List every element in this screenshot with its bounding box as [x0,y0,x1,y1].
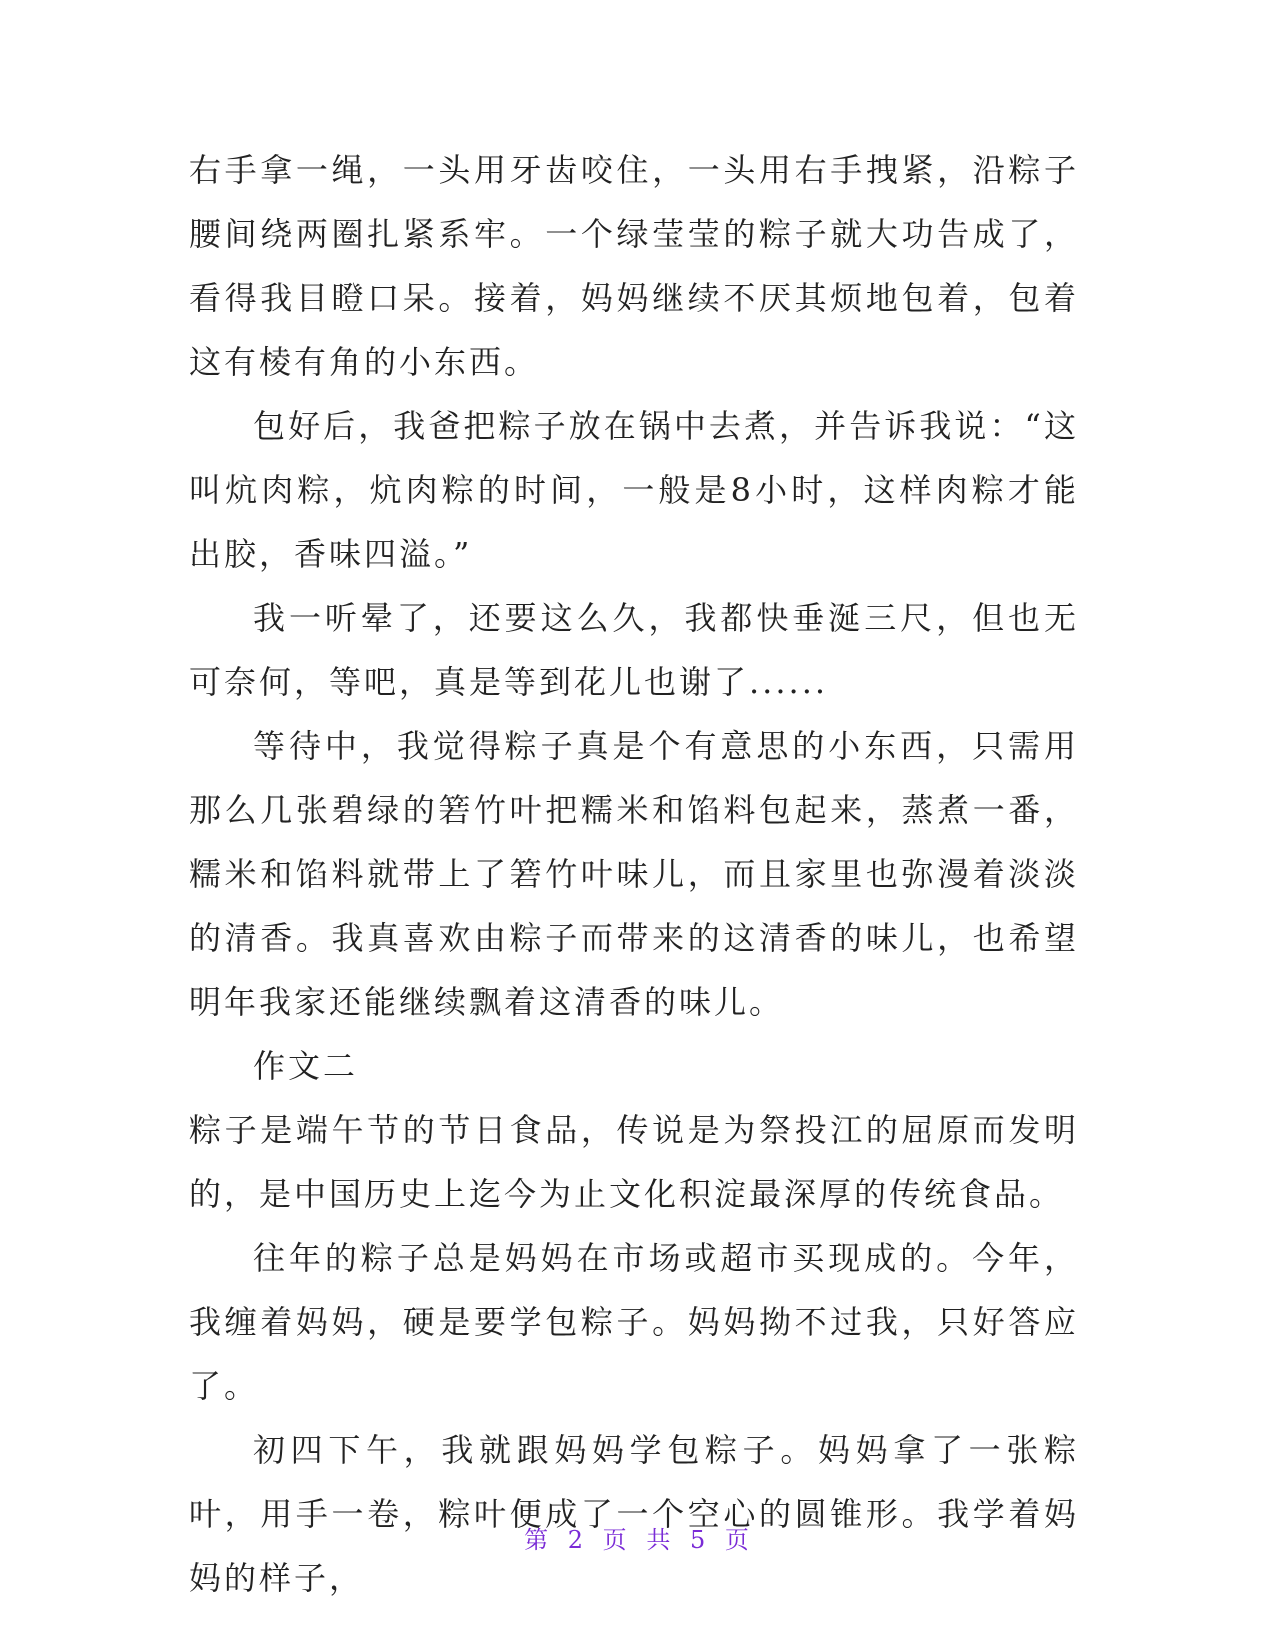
paragraph-3: 我一听晕了，还要这么久，我都快垂涎三尺，但也无可奈何，等吧，真是等到花儿也谢了...... [189,599,1079,701]
paragraph-4: 等待中，我觉得粽子真是个有意思的小东西，只需用那么几张碧绿的箬竹叶把糯米和馅料包起来，蒸煮一番，糯米和馅料就带上了箬竹叶味儿，而且家里也弥漫着淡淡的清香。我真喜欢由粽子而带来的这清香的味儿，也希望明年我家还能继续飘着这清香的味儿。 [189,727,1079,1021]
paragraph-6: 往年的粽子总是妈妈在市场或超市买现成的。今年，我缠着妈妈，硬是要学包粽子。妈妈拗不过我，只好答应了。 [189,1239,1079,1405]
paragraph-1: 右手拿一绳，一头用牙齿咬住，一头用右手拽紧，沿粽子腰间绕两圈扎紧系牢。一个绿莹莹的粽子就大功告成了，看得我目瞪口呆。接着，妈妈继续不厌其烦地包着，包着这有棱有角的小东西。 [189,151,1079,381]
document-body [189,138,1079,1610]
footer-total-pages: 5 [689,1526,708,1554]
section-heading: 作文二 [253,1047,359,1085]
page-footer [0,1520,1275,1555]
footer-current-page: 2 [567,1526,586,1554]
footer-prefix: 第 [524,1526,551,1554]
footer-suffix: 页 [724,1526,751,1554]
footer-page-word: 页 [602,1526,629,1554]
paragraph-5: 粽子是端午节的节日食品，传说是为祭投江的屈原而发明的，是中国历史上迄今为止文化积淀最深厚的传统食品。 [189,1111,1079,1213]
footer-total-word: 共 [646,1526,673,1554]
paragraph-2: 包好后，我爸把粽子放在锅中去煮，并告诉我说：“这叫炕肉粽，炕肉粽的时间，一般是8小时，这样肉粽才能出胶，香味四溢。” [189,407,1079,573]
paragraph-7: 初四下午，我就跟妈妈学包粽子。妈妈拿了一张粽叶，用手一卷，粽叶便成了一个空心的圆锥形。我学着妈妈的样子， [189,1431,1079,1597]
